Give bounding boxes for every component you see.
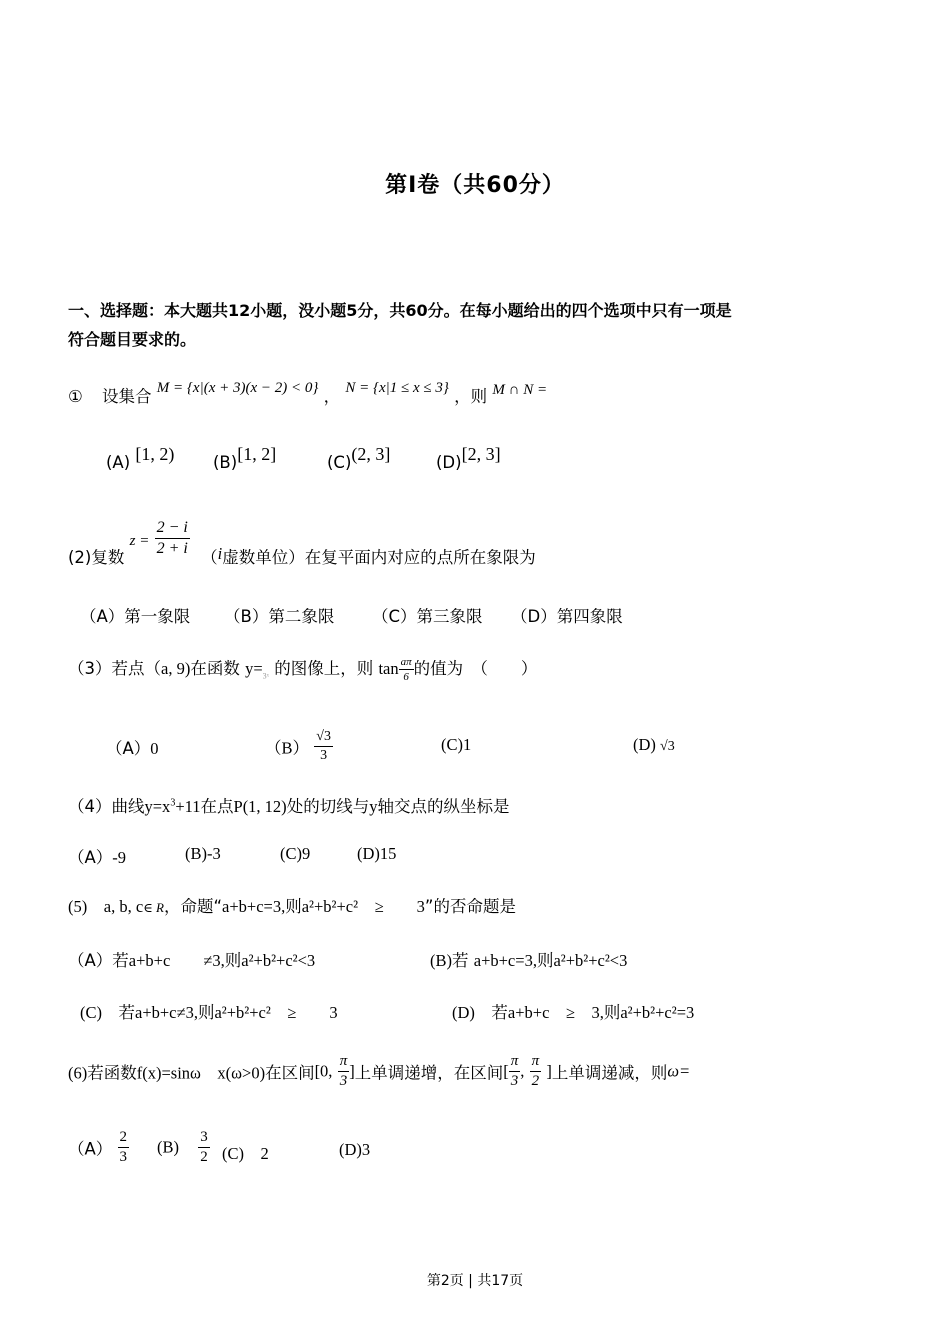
z-denominator: 2 + i — [156, 540, 188, 557]
question-3-end: 的值为 （ ） — [413, 659, 538, 678]
question-1 — [68, 380, 548, 407]
tan-label: tan — [378, 659, 399, 678]
section-heading-line1: 一、选择题：本大题共12小题，没小题5分，共60分。在每小题给出的四个选项中只有一项是 — [68, 301, 732, 320]
q1-option-a: (A) [1, 2) — [106, 444, 175, 472]
q6-option-a: （A） $\frac{2}{3}$ — [68, 1129, 128, 1165]
z-lhs: z = — [129, 533, 150, 549]
interval2-close: ] — [546, 1061, 552, 1081]
pi-over-3-b: $\frac{\pi}{3}$ — [510, 1053, 519, 1089]
question-2-rest: 虚数单位）在复平面内对应的点所在象限为 — [222, 548, 536, 567]
q2-option-c: （C）第三象限 — [372, 607, 483, 626]
question-6-mid: 在区间 — [265, 1063, 315, 1083]
q2-option-a: （A）第一象限 — [80, 607, 191, 626]
point-p: P(1, 12) — [233, 797, 287, 816]
tan-fraction — [399, 655, 414, 684]
omega: ω= — [667, 1061, 691, 1081]
q3-option-d: (D) √3 — [633, 735, 675, 754]
question-4-mid2: 处的切线与 — [286, 797, 370, 816]
section-heading-line2: 符合题目要求的。 — [68, 330, 197, 349]
question-6-end: 上单调递减，则 — [551, 1063, 668, 1083]
question-6-mid2: 上单调递增，在区间 — [354, 1063, 504, 1083]
question-5-end: ”的否命题是 — [424, 897, 516, 916]
question-6 — [68, 1052, 690, 1091]
set-n: N = {x|1 ≤ x ≤ 3} — [345, 380, 449, 396]
question-4-end: 轴交点的纵坐标是 — [377, 797, 510, 816]
pi-over-3-a: $\frac{\pi}{3}$ — [339, 1053, 348, 1089]
question-5-mid: ，命题“ — [163, 897, 223, 916]
tan-numerator: aπ — [400, 656, 412, 668]
question-2-paren: （ — [201, 548, 218, 567]
interval2-comma: , — [520, 1061, 525, 1081]
question-1-sep: ， — [323, 387, 341, 406]
q2-option-b: （B）第二象限 — [224, 607, 335, 626]
page-footer: 第2页 | 共17页 — [426, 1273, 524, 1289]
interval1-close: ] — [349, 1061, 355, 1081]
q5-option-b: (B)若 a+b+c=3,则a²+b²+c²<3 — [430, 951, 628, 970]
set-m: M = {x|(x + 3)(x − 2) < 0} — [156, 380, 319, 396]
q4-option-c: (C)9 — [280, 844, 311, 863]
question-6-prefix: (6)若函数 — [68, 1063, 137, 1083]
q1-option-d: (D)[2, 3] — [436, 444, 501, 472]
q5-then: 则 — [285, 897, 302, 916]
question-4-prefix: （4）曲线 — [68, 797, 145, 816]
q3-option-a: （A）0 — [106, 739, 159, 758]
q1-option-c: (C)(2, 3] — [327, 444, 391, 472]
in-r: ∈ R — [143, 900, 164, 915]
question-4-mid: 在点 — [200, 797, 234, 816]
pi-over-2: $\frac{\pi}{2}$ — [531, 1053, 540, 1089]
q4-option-a: （A）-9 — [68, 848, 127, 867]
q2-option-d: （D）第四象限 — [511, 607, 623, 626]
question-1-then: ，则 — [454, 387, 488, 406]
i-var: i — [217, 544, 223, 563]
q4-option-d: (D)15 — [357, 844, 397, 863]
point-a9: a, 9) — [161, 659, 191, 678]
intersection-expr: M ∩ N = — [492, 382, 548, 398]
q5-conclusion: a²+b²+c² ≥ 3 — [301, 897, 425, 916]
curve-expr: $y=x^3+11$ — [144, 797, 201, 816]
q5-option-d: (D) 若a+b+c ≥ 3,则a²+b²+c²=3 — [452, 1003, 695, 1022]
z-numerator: 2 − i — [155, 518, 190, 539]
q6-option-d: (D)3 — [339, 1140, 371, 1159]
question-2 — [68, 510, 536, 567]
question-3-mid2: 的图像上，则 — [274, 659, 374, 678]
function-f: f(x)=sinω x(ω>0) — [136, 1063, 266, 1083]
question-2-prefix: (2)复数 — [68, 548, 125, 567]
question-3-prefix: （3）若点（ — [68, 659, 161, 678]
question-4 — [68, 793, 509, 817]
question-1-number: ① — [68, 387, 83, 406]
q6-option-c: (C) 2 — [222, 1144, 269, 1163]
tan-denominator: 6 — [403, 671, 409, 683]
y-axis-var: y — [369, 797, 378, 816]
q3-option-c: (C)1 — [441, 735, 472, 754]
q5-premise: a+b+c=3, — [222, 897, 286, 916]
q5-option-a: （A）若a+b+c ≠3,则a²+b²+c²<3 — [68, 951, 316, 970]
q1-option-b: (B)[1, 2] — [213, 444, 277, 472]
q4-option-b: (B)-3 — [185, 844, 221, 863]
question-5 — [68, 893, 516, 917]
z-fraction — [155, 518, 190, 559]
q3-option-b: （B） $\frac{√3}{3}$ — [265, 729, 331, 763]
interval1-open: [0, — [314, 1061, 333, 1081]
q6-option-b: (B) $\frac{3}{2}$ — [157, 1129, 208, 1165]
q5-option-c: (C) 若a+b+c≠3,则a²+b²+c² ≥ 3 — [80, 1003, 338, 1022]
question-5-prefix: (5) a, b, c — [68, 897, 144, 916]
question-3 — [68, 655, 537, 684]
question-1-prefix: 设集合 — [102, 387, 152, 406]
function-subscript: 3ˣ — [262, 671, 269, 681]
interval2-open: [ — [503, 1061, 509, 1081]
question-3-mid: 在函数 — [190, 659, 240, 678]
page-title: 第Ⅰ卷（共60分） — [385, 173, 565, 198]
function-y: y= — [245, 659, 263, 678]
